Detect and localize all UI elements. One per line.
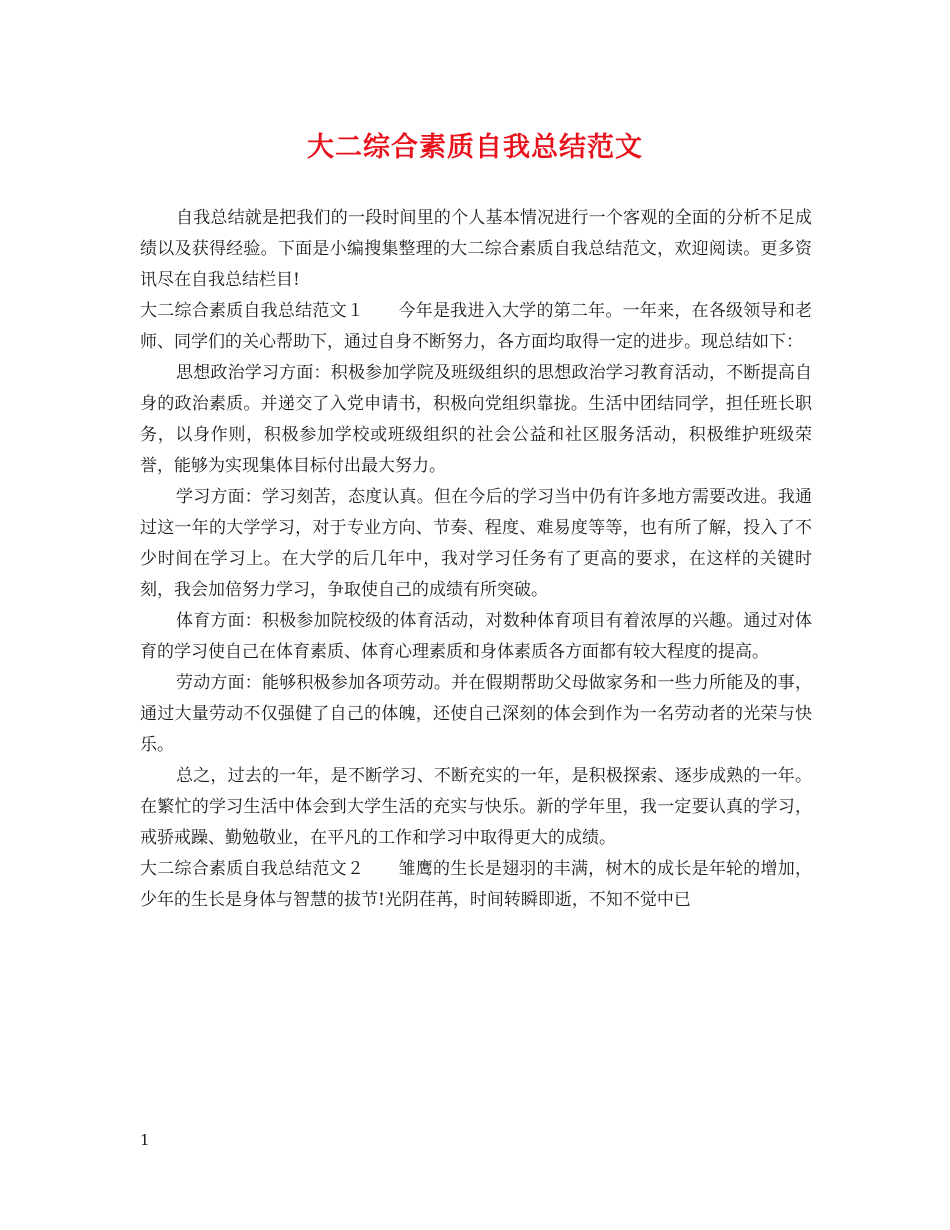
study-paragraph: 学习方面：学习刻苦，态度认真。但在今后的学习当中仍有许多地方需要改进。我通过这一年的大学学习，对于专业方向、节奏、程度、难易度等等，也有所了解，投入了不少时间在学习上。在大学的后几年中，我对学习任务有了更高的要求，在这样的关键时刻，我会加倍努力学习，争取使自己的成绩有所突破。 xyxy=(140,487,812,600)
section-2-heading-paragraph: 大二综合素质自我总结范文２ 雏鹰的生长是翅羽的丰满，树木的成长是年轮的增加，少年的生长是身体与智慧的拔节!光阴荏苒，时间转瞬即逝，不知不觉中已 xyxy=(140,859,812,910)
document-title: 大二综合素质自我总结范文 xyxy=(307,132,643,163)
document-body xyxy=(140,203,812,916)
politics-paragraph: 思想政治学习方面：积极参加学院及班级组织的思想政治学习教育活动，不断提高自身的政治素质。并递交了入党申请书，积极向党组织靠拢。生活中团结同学，担任班长职务，以身作则，积极参加学校或班级组织的社会公益和社区服务活动，积极维护班级荣誉，能够为实现集体目标付出最大努力。 xyxy=(140,363,812,476)
page-number: 1 xyxy=(140,1131,150,1149)
sports-paragraph: 体育方面：积极参加院校级的体育活动，对数种体育项目有着浓厚的兴趣。通过对体育的学习使自己在体育素质、体育心理素质和身体素质各方面都有较大程度的提高。 xyxy=(140,611,812,662)
intro-paragraph: 自我总结就是把我们的一段时间里的个人基本情况进行一个客观的全面的分析不足成绩以及获得经验。下面是小编搜集整理的大二综合素质自我总结范文，欢迎阅读。更多资讯尽在自我总结栏目! xyxy=(140,208,812,290)
conclusion-paragraph: 总之，过去的一年，是不断学习、不断充实的一年，是积极探索、逐步成熟的一年。在繁忙的学习生活中体会到大学生活的充实与快乐。新的学年里，我一定要认真的学习，戒骄戒躁、勤勉敬业，在平凡的工作和学习中取得更大的成绩。 xyxy=(140,766,812,848)
section-1-heading-paragraph: 大二综合素质自我总结范文１ 今年是我进入大学的第二年。一年来，在各级领导和老师、同学们的关心帮助下，通过自身不断努力，各方面均取得一定的进步。现总结如下： xyxy=(140,301,812,352)
labor-paragraph: 劳动方面：能够积极参加各项劳动。并在假期帮助父母做家务和一些力所能及的事，通过大量劳动不仅强健了自己的体魄，还使自己深刻的体会到作为一名劳动者的光荣与快乐。 xyxy=(140,673,812,755)
